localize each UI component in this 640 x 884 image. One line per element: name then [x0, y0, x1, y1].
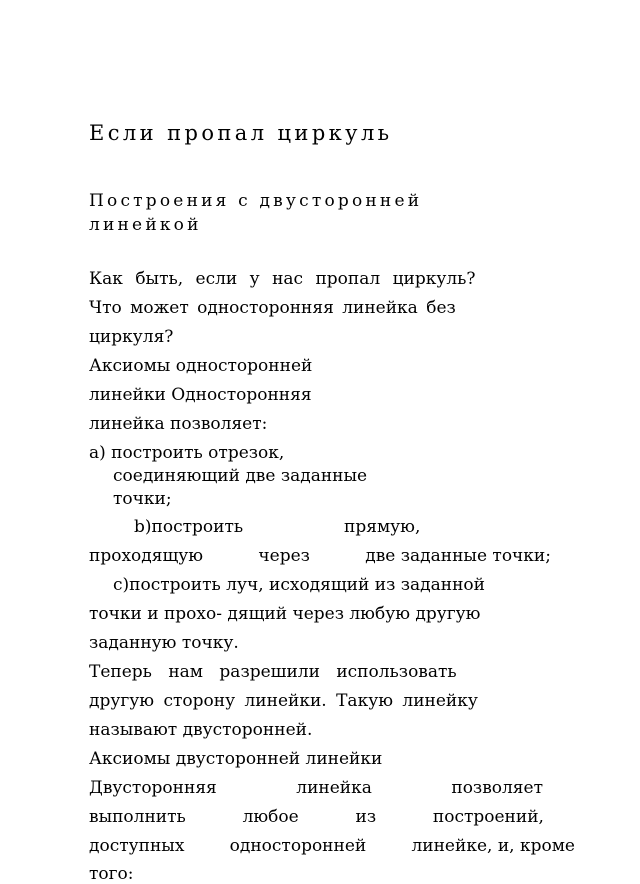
paragraph-line: Аксиомы односторонней: [89, 356, 313, 376]
paragraph-line: другую сторону линейки. Такую линейку: [89, 691, 478, 711]
word: проходящую: [89, 546, 204, 566]
word: построений,: [432, 807, 544, 827]
word: позволяет: [451, 778, 543, 798]
section-heading-line-1: Построения с двусторонней: [89, 191, 423, 211]
paragraph-line: [89, 809, 544, 826]
paragraph-line: линейка позволяет:: [89, 414, 268, 434]
word: Двусторонняя: [89, 778, 217, 798]
paragraph-line: Что может односторонняя линейка без: [89, 298, 456, 318]
section-heading-line-2: линейкой: [89, 215, 202, 235]
section-subheading: Аксиомы двусторонней линейки: [89, 749, 383, 769]
document-title: Если пропал циркуль: [89, 121, 393, 145]
word: доступных: [89, 836, 185, 856]
list-item-a-line: точки;: [113, 489, 172, 509]
word: через: [258, 546, 310, 566]
list-item-b-line: прямую,: [344, 517, 421, 537]
paragraph-line: [89, 780, 543, 797]
word: односторонней: [229, 836, 367, 856]
paragraph-line: называют двусторонней.: [89, 720, 313, 740]
paragraph-line: Как быть, если у нас пропал циркуль?: [89, 269, 476, 289]
word: выполнить: [89, 807, 186, 827]
word: из: [355, 807, 377, 827]
word: любое: [242, 807, 299, 827]
word: линейка: [296, 778, 372, 798]
list-item-b-line: [89, 548, 551, 565]
list-item-b-line: b)построить: [134, 517, 244, 537]
list-item-c-line: c)построить луч, исходящий из заданной: [113, 575, 485, 595]
paragraph-line: того:: [89, 864, 134, 884]
list-item-a-line: а) построить отрезок,: [89, 443, 285, 463]
list-item-a-line: соединяющий две заданные: [113, 466, 368, 486]
word: линейке, и, кроме: [411, 836, 575, 856]
paragraph-line: циркуля?: [89, 327, 174, 347]
paragraph-line: Теперь нам разрешили использовать: [89, 662, 457, 682]
list-item-c-line: точки и прохо- дящий через любую другую: [89, 604, 481, 624]
paragraph-line: линейки Односторонняя: [89, 385, 312, 405]
word: две заданные точки;: [365, 546, 551, 566]
paragraph-line: [89, 838, 575, 855]
list-item-c-line: заданную точку.: [89, 633, 239, 653]
